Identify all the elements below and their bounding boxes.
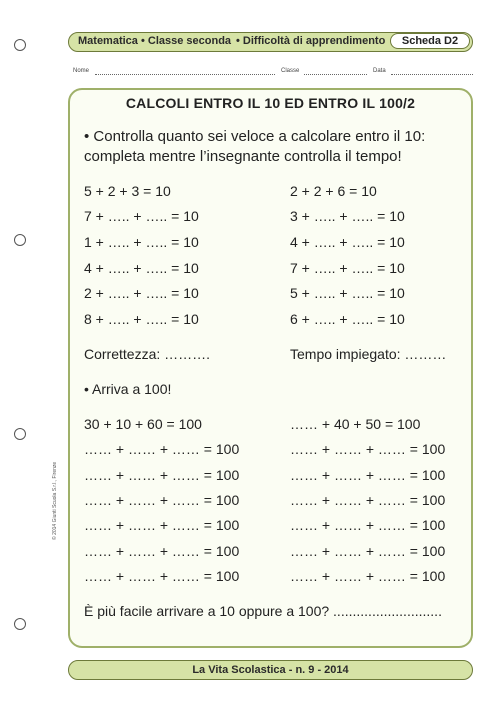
- sheet-badge: Scheda D2: [390, 33, 470, 49]
- footer-text: La Vita Scolastica - n. 9 - 2014: [192, 664, 349, 676]
- exercise-card: [68, 88, 473, 648]
- equation-10-left-3[interactable]: 1 + ….. + ….. = 10: [84, 234, 199, 250]
- equation-100-left-1: 30 + 10 + 60 = 100: [84, 416, 202, 432]
- header-subject: Matematica • Classe seconda: [78, 35, 232, 47]
- equation-100-left-4[interactable]: …… + …… + …… = 100: [84, 492, 240, 508]
- equation-100-right-2[interactable]: …… + …… + …… = 100: [290, 441, 446, 457]
- instruction-1: • Controlla quanto sei veloce a calcolare entro il 10: completa mentre l’insegnante controlla il tempo!: [84, 128, 426, 165]
- equation-100-left-6[interactable]: …… + …… + …… = 100: [84, 543, 240, 559]
- copyright-credit: © 2014 Giunti Scuola S.r.l., Firenze: [52, 461, 58, 540]
- equation-100-left-5[interactable]: …… + …… + …… = 100: [84, 517, 240, 533]
- time-field[interactable]: Tempo impiegato: ………: [290, 346, 447, 362]
- equation-10-right-6[interactable]: 6 + ….. + ….. = 10: [290, 311, 405, 327]
- equation-100-right-1[interactable]: …… + 40 + 50 = 100: [290, 416, 421, 432]
- student-info-line: [68, 68, 473, 78]
- equation-10-left-4[interactable]: 4 + ….. + ….. = 10: [84, 260, 199, 276]
- equation-100-right-4[interactable]: …… + …… + …… = 100: [290, 492, 446, 508]
- binder-hole-top: [14, 39, 26, 51]
- date-label: Data: [373, 68, 386, 74]
- name-label: Nome: [73, 68, 90, 74]
- class-field[interactable]: [304, 74, 367, 75]
- equation-10-left-6[interactable]: 8 + ….. + ….. = 10: [84, 311, 199, 327]
- binder-hole-lower: [14, 428, 26, 440]
- instruction-2: • Arriva a 100!: [84, 381, 172, 397]
- equation-10-right-5[interactable]: 5 + ….. + ….. = 10: [290, 285, 405, 301]
- equation-100-right-6[interactable]: …… + …… + …… = 100: [290, 543, 446, 559]
- name-field[interactable]: [95, 74, 275, 75]
- class-label: Classe: [281, 68, 300, 74]
- equation-10-right-2[interactable]: 3 + ….. + ….. = 10: [290, 208, 405, 224]
- header-difficulty: • Difficoltà di apprendimento: [236, 35, 386, 47]
- correctness-field[interactable]: Correttezza: ……….: [84, 346, 211, 362]
- page-title: CALCOLI ENTRO IL 10 ED ENTRO IL 100/2: [125, 95, 416, 111]
- final-question[interactable]: È più facile arrivare a 10 oppure a 100? ............................: [84, 603, 442, 619]
- date-field[interactable]: [391, 74, 473, 75]
- equation-100-left-3[interactable]: …… + …… + …… = 100: [84, 467, 240, 483]
- equation-10-left-2[interactable]: 7 + ….. + ….. = 10: [84, 208, 199, 224]
- equation-10-right-1: 2 + 2 + 6 = 10: [290, 183, 377, 199]
- equation-100-left-2[interactable]: …… + …… + …… = 100: [84, 441, 240, 457]
- equation-100-left-7[interactable]: …… + …… + …… = 100: [84, 568, 240, 584]
- equation-10-left-5[interactable]: 2 + ….. + ….. = 10: [84, 285, 199, 301]
- equation-100-right-7[interactable]: …… + …… + …… = 100: [290, 568, 446, 584]
- equation-10-left-1: 5 + 2 + 3 = 10: [84, 183, 171, 199]
- binder-hole-bottom: [14, 618, 26, 630]
- equation-10-right-4[interactable]: 7 + ….. + ….. = 10: [290, 260, 405, 276]
- equation-10-right-3[interactable]: 4 + ….. + ….. = 10: [290, 234, 405, 250]
- equation-100-right-3[interactable]: …… + …… + …… = 100: [290, 467, 446, 483]
- equation-100-right-5[interactable]: …… + …… + …… = 100: [290, 517, 446, 533]
- binder-hole-upper: [14, 234, 26, 246]
